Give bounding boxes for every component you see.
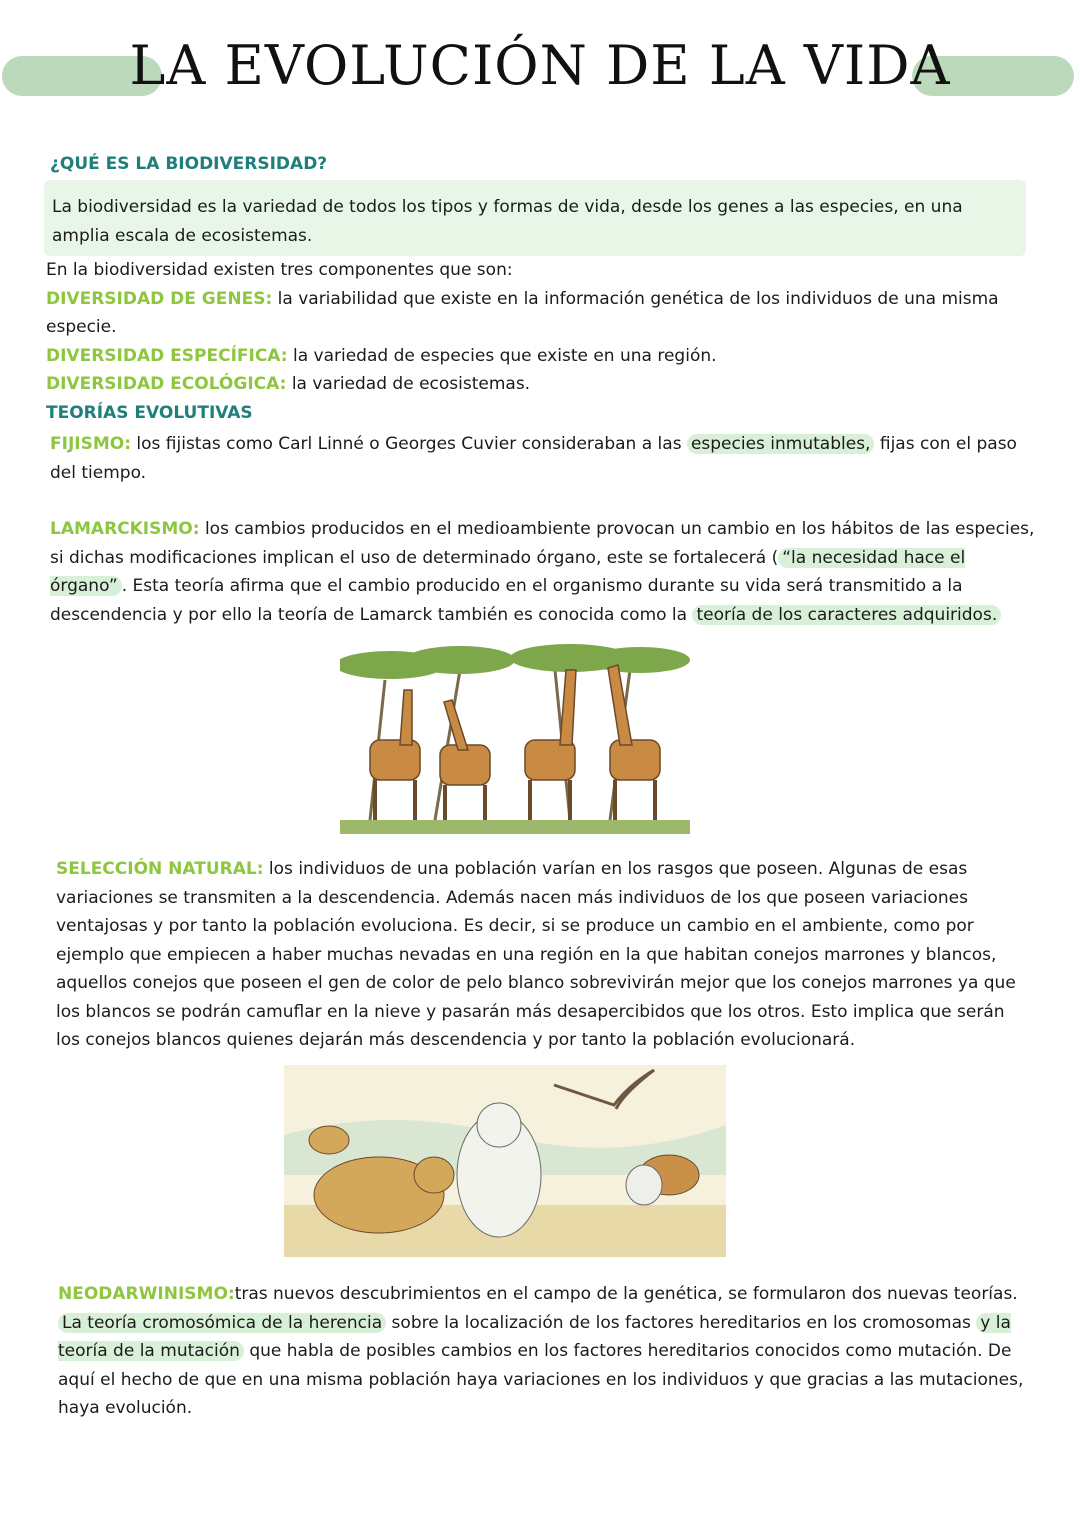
components-intro: En la biodiversidad existen tres componentes que son: [46,260,513,280]
lamarckismo-paragraph [50,515,1035,629]
lamarckismo-text: los cambios producidos en el medioambiente provocan un cambio en los hábitos de las especies, si dichas modificaciones implican el uso de determinado órgano, este se fortalecerá ( [50,519,1035,568]
biodiversity-components [46,256,1026,427]
giraffes-illustration [340,640,690,840]
seleccion-natural-label: SELECCIÓN NATURAL: [56,859,264,879]
diversity-specific-label: DIVERSIDAD ESPECÍFICA: [46,345,288,366]
diversity-genes [46,285,1026,342]
lamarckismo-highlight-2: teoría de los caracteres adquiridos. [692,605,1001,625]
diversity-ecological-text: la variedad de ecosistemas. [286,374,531,394]
diversity-ecological [46,370,1026,399]
fijismo-text-end: fijas con el paso del tiempo. [50,434,1017,483]
neodarwinismo-highlight-2: y la teoría de la mutación [58,1312,1011,1361]
diversity-specific [46,342,1026,371]
diversity-genes-text: la variabilidad que existe en la información genética de los individuos de una misma especie. [46,288,999,337]
lamarckismo-text-2: . Esta teoría afirma que el cambio producido en el organismo durante su vida será transmitido a la descendencia y por ello la teoría de Lamarck también es conocida como la [50,576,963,625]
seleccion-natural-text: los individuos de una población varían en los rasgos que poseen. Algunas de esas variaciones se transmiten a la descendencia. Además nacen más individuos de los que poseen variaciones ventajosas y por tanto la población evoluciona. Es decir, si se produce un cambio en el ambiente, como por ejemplo que empiecen a haber muchas nevadas en una región en la que habitan conejos marrones y blancos, aquellos conejos que poseen el gen de color de pelo blanco sobrevivirán mejor que los conejos marrones ya que los blancos se podrán camuflar en la nieve y pasarán más desapercibidos que los otros. Esto implica que serán los conejos blancos quienes dejarán más descendencia y por tanto la población evolucionará. [56,859,1016,1050]
biodiversity-definition: La biodiversidad es la variedad de todos los tipos y formas de vida, desde los genes a las especies, en una amplia escala de ecosistemas. [52,197,963,246]
theories-heading: TEORÍAS EVOLUTIVAS [46,402,253,423]
rabbits-illustration [284,1065,726,1257]
neodarwinismo-text: tras nuevos descubrimientos en el campo de la genética, se formularon dos nuevas teorías. [234,1284,1018,1304]
lamarckismo-highlight-1: “la necesidad hace el órgano” [50,547,966,596]
diversity-genes-label: DIVERSIDAD DE GENES: [46,288,273,309]
neodarwinismo-text-2: sobre la localización de los factores hereditarios en los cromosomas [386,1312,977,1333]
fijismo-label: FIJISMO: [50,434,131,454]
neodarwinismo-highlight-1: La teoría cromosómica de la herencia [58,1313,386,1333]
neodarwinismo-paragraph [58,1280,1033,1423]
lamarckismo-label: LAMARCKISMO: [50,519,200,539]
neodarwinismo-text-3: que habla de posibles cambios en los factores hereditarios conocidos como mutación. De aquí el hecho de que en una misma población haya variaciones en los individuos y que gracias a las mutaciones, haya evolución. [58,1341,1024,1418]
fijismo-highlight: especies inmutables, [687,434,875,454]
neodarwinismo-label: NEODARWINISMO: [58,1284,235,1304]
page-title: LA EVOLUCIÓN DE LA VIDA [129,34,951,97]
fijismo-text: los fijistas como Carl Linné o Georges Cuvier consideraban a las [131,434,687,454]
fijismo-paragraph [50,430,1030,487]
diversity-specific-text: la variedad de especies que existe en una región. [287,345,717,366]
diversity-ecological-label: DIVERSIDAD ECOLÓGICA: [46,374,287,394]
biodiversity-heading: ¿QUÉ ES LA BIODIVERSIDAD? [50,154,328,174]
seleccion-natural-paragraph [56,855,1031,1055]
